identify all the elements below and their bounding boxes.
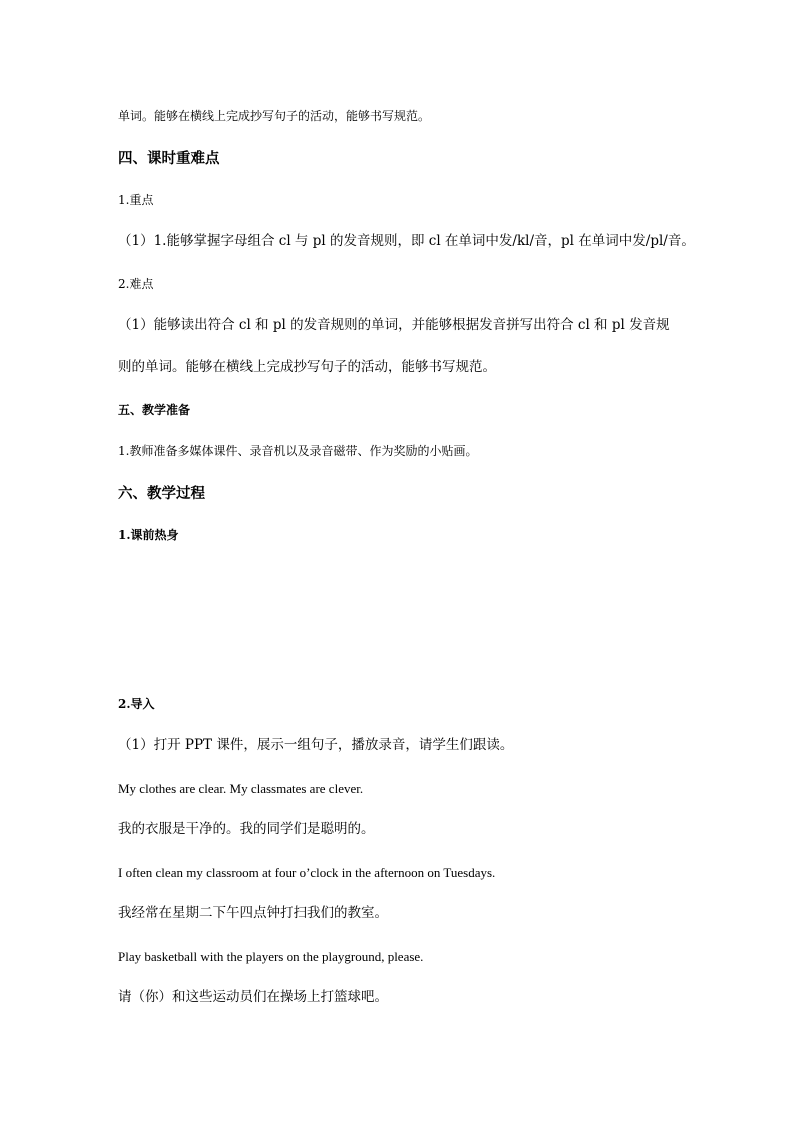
paragraph-lead-in-step-1: （1）打开 PPT 课件，展示一组句子，播放录音，请学生们跟读。 <box>118 737 514 753</box>
chinese-translation-1: 我的衣服是干净的。我的同学们是聪明的。 <box>118 821 375 837</box>
paragraph-difficult-point-1-continued: 则的单词。能够在横线上完成抄写句子的活动，能够书写规范。 <box>118 359 496 375</box>
english-sentence-2: I often clean my classroom at four o’clock in the afternoon on Tuesdays. <box>118 865 496 880</box>
chinese-translation-2: 我经常在星期二下午四点钟打扫我们的教室。 <box>118 905 388 921</box>
paragraph-preparation-1: 1.教师准备多媒体课件、录音机以及录音磁带、作为奖励的小贴画。 <box>118 444 478 458</box>
subheading-warm-up: 1.课前热身 <box>118 528 179 542</box>
subheading-difficult-points: 2.难点 <box>118 277 154 291</box>
chinese-translation-3: 请（你）和这些运动员们在操场上打篮球吧。 <box>118 989 388 1005</box>
subheading-lead-in: 2.导入 <box>118 697 155 711</box>
section-heading-key-difficult-points: 四、课时重难点 <box>118 150 220 167</box>
subheading-key-points: 1.重点 <box>118 193 154 207</box>
paragraph-key-point-1: （1）1.能够掌握字母组合 cl 与 pl 的发音规则，即 cl 在单词中发/kl/音，pl 在单词中发/pl/音。 <box>118 233 695 249</box>
section-heading-teaching-preparation: 五、教学准备 <box>118 403 191 417</box>
paragraph-difficult-point-1: （1）能够读出符合 cl 和 pl 的发音规则的单词，并能够根据发音拼写出符合 cl 和 pl 发音规 <box>118 317 670 333</box>
english-sentence-3: Play basketball with the players on the playground, please. <box>118 949 424 964</box>
section-heading-teaching-process: 六、教学过程 <box>118 485 205 502</box>
paragraph-objective-continued: 单词。能够在横线上完成抄写句子的活动，能够书写规范。 <box>118 109 431 123</box>
english-sentence-1: My clothes are clear. My classmates are clever. <box>118 781 364 796</box>
